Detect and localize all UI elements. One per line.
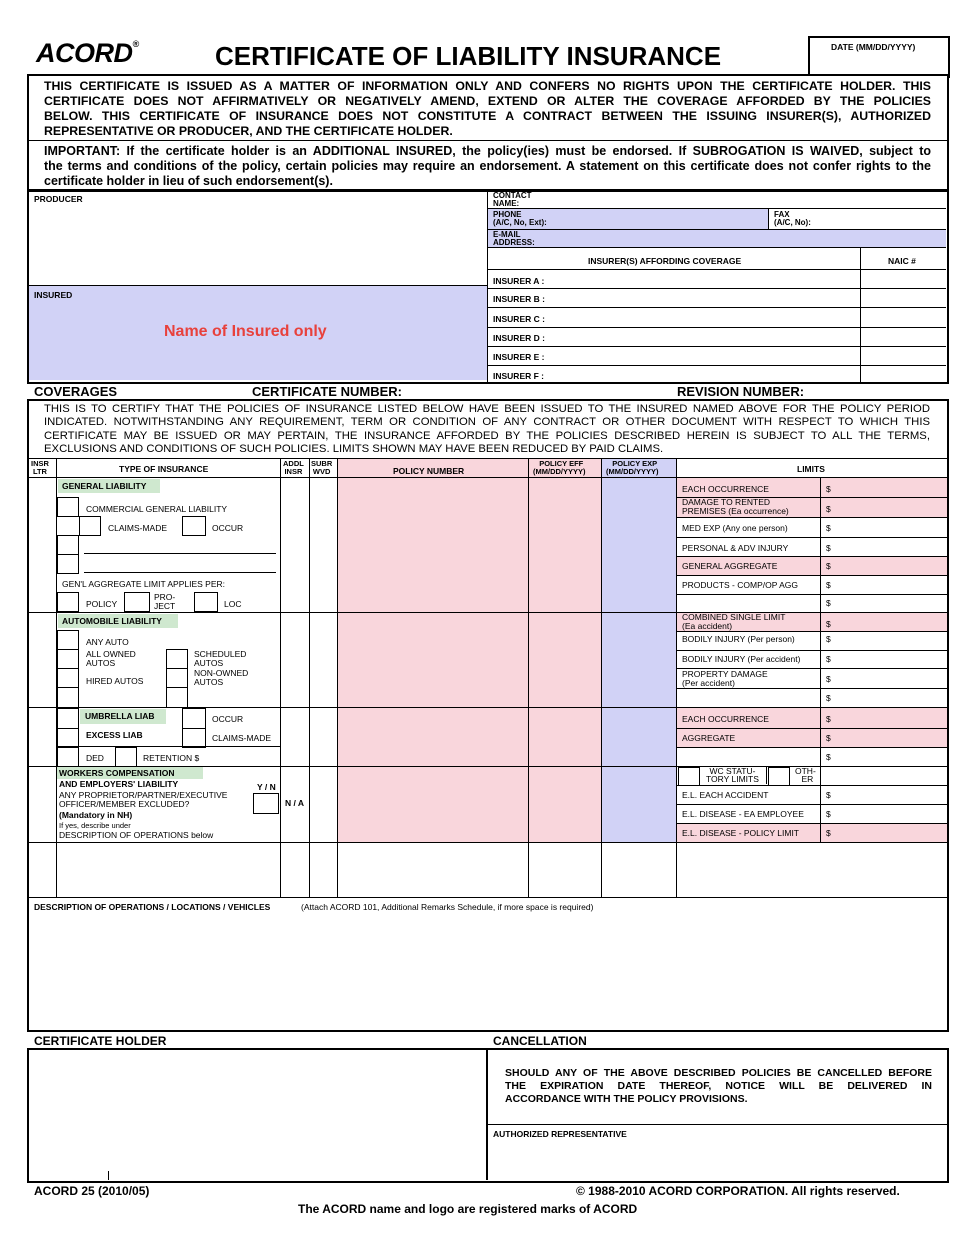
umb-limit-row: $	[826, 752, 831, 762]
insured-name: Name of Insured only	[164, 323, 327, 340]
notice-line: BELOW. THIS CERTIFICATE OF INSURANCE DOES NOT CONSTITUTE A CONTRACT BETWEEN THE ISSUING INSURER(S), AUTHORIZED	[44, 109, 931, 123]
insurer-c-label: INSURER C :	[493, 314, 545, 324]
col-addl-insr: ADDL INSR	[283, 459, 304, 476]
col-policy-number: POLICY NUMBER	[393, 466, 465, 476]
hired-autos-checkbox[interactable]	[57, 668, 79, 688]
umbrella-checkbox[interactable]	[57, 708, 79, 729]
important-text	[44, 144, 931, 189]
policy-label: POLICY	[86, 599, 118, 609]
auto-liability-heading: AUTOMOBILE LIABILITY	[58, 614, 178, 628]
claims-made-label: CLAIMS-MADE	[108, 523, 168, 533]
insured-label: INSURED	[34, 290, 73, 300]
insurer-f-label: INSURER F :	[493, 371, 544, 381]
officer-excluded-yn-field[interactable]	[253, 793, 279, 814]
umb-limit-row: AGGREGATE $	[677, 729, 947, 747]
scheduled-checkbox[interactable]	[166, 649, 188, 669]
gl-limit-row: MED EXP (Any one person) $	[682, 523, 831, 533]
col-policy-exp: POLICY EXP (MM/DD/YYYY)	[606, 459, 659, 476]
notice-text	[44, 79, 931, 139]
acord-logo	[36, 40, 139, 67]
ded-label: DED	[86, 753, 104, 763]
if-yes-label: If yes, describe under	[59, 821, 131, 830]
notice-line: THIS CERTIFICATE IS ISSUED AS A MATTER OF INFORMATION ONLY AND CONFERS NO RIGHTS UPON THE CERTIFICATE HOLDER. THIS	[44, 79, 931, 93]
loc-checkbox[interactable]	[194, 592, 218, 612]
workers-comp-heading: WORKERS COMPENSATION	[57, 767, 203, 779]
gl-limit-row: PERSONAL & ADV INJURY $	[682, 543, 831, 553]
date-field[interactable]	[808, 36, 950, 78]
retention-checkbox[interactable]	[115, 747, 137, 767]
col-subr-wvd: SUBR WVD	[311, 459, 333, 476]
auto-limit-row: BODILY INJURY (Per accident) $	[682, 654, 831, 664]
any-auto-checkbox[interactable]	[57, 630, 79, 650]
yn-label: Y / N	[257, 782, 276, 792]
cgl-label: COMMERCIAL GENERAL LIABILITY	[86, 504, 228, 514]
excess-checkbox[interactable]	[57, 728, 79, 748]
policy-eff-column[interactable]	[529, 459, 601, 842]
description-note: (Attach ACORD 101, Additional Remarks Schedule, if more space is required)	[301, 902, 594, 912]
na-label: N / A	[285, 798, 305, 808]
wc-limit-row: E.L. DISEASE - EA EMPLOYEE $	[682, 809, 831, 819]
cancellation-line: THE EXPIRATION DATE THEREOF, NOTICE WILL BE DELIVERED IN	[505, 1080, 932, 1092]
certificate-holder-field[interactable]	[29, 1050, 485, 1179]
insurers-header: INSURER(S) AFFORDING COVERAGE	[588, 256, 742, 266]
description-below-label: DESCRIPTION OF OPERATIONS below	[59, 830, 214, 840]
gl-limit-row: $	[826, 598, 831, 608]
gl-limit-row: DAMAGE TO RENTED PREMISES (Ea occurrence) $	[677, 498, 947, 517]
email-field[interactable]	[488, 230, 946, 247]
general-liability-heading: GENERAL LIABILITY	[58, 479, 160, 493]
umb-claims-made-checkbox[interactable]	[182, 728, 206, 748]
policy-number-column[interactable]	[338, 459, 528, 842]
wc-limit-row: E.L. EACH ACCIDENT $	[682, 790, 831, 800]
retention-label: RETENTION $	[143, 753, 200, 763]
important-line: the terms and conditions of the policy, certain policies may require an endorsement. A statement on this certificate does not confer rights to the	[44, 159, 931, 173]
employers-liability-label: AND EMPLOYERS' LIABILITY	[59, 779, 179, 789]
auto-limit-row: PROPERTY DAMAGE (Per accident) $	[682, 669, 831, 688]
authorized-rep-field[interactable]	[489, 1140, 945, 1178]
copyright: © 1988-2010 ACORD CORPORATION. All rights reserved.	[576, 1184, 900, 1198]
cancellation-line: SHOULD ANY OF THE ABOVE DESCRIBED POLICIES BE CANCELLED BEFORE	[505, 1067, 932, 1079]
form-number: ACORD 25 (2010/05)	[34, 1184, 150, 1198]
auto-limit-row: $	[826, 693, 831, 703]
wc-statutory-label: WC STATU- TORY LIMITS	[706, 766, 759, 784]
officer-excluded-label: OFFICER/MEMBER EXCLUDED?	[59, 799, 190, 809]
col-insr-ltr: INSR LTR	[31, 459, 49, 476]
coverages-text	[44, 403, 930, 456]
project-label: PRO- JECT	[154, 592, 176, 611]
date-label: DATE (MM/DD/YYYY)	[831, 42, 916, 52]
scheduled-label: SCHEDULED AUTOS	[194, 649, 247, 668]
umb-limit-row: EACH OCCURRENCE $	[677, 708, 947, 728]
hired-autos-label: HIRED AUTOS	[86, 676, 144, 686]
insurer-d-label: INSURER D :	[493, 333, 545, 343]
description-label: DESCRIPTION OF OPERATIONS / LOCATIONS / VEHICLES	[34, 902, 271, 912]
any-auto-label: ANY AUTO	[86, 637, 129, 647]
project-checkbox[interactable]	[124, 592, 150, 612]
fax-label: FAX (A/C, No):	[774, 210, 811, 227]
cgl-checkbox[interactable]	[57, 497, 79, 517]
umbrella-heading: UMBRELLA LIAB	[80, 709, 166, 724]
excess-label: EXCESS LIAB	[86, 730, 143, 740]
cancellation-text	[505, 1067, 932, 1106]
auto-blank-checkbox-2[interactable]	[166, 687, 188, 708]
mandatory-nh-label: (Mandatory in NH)	[59, 810, 133, 820]
gl-limit-row: EACH OCCURRENCE $	[677, 478, 947, 497]
coverages-line: EXCLUSIONS AND CONDITIONS OF SUCH POLICIES. LIMITS SHOWN MAY HAVE BEEN REDUCED BY PAID CLAIMS.	[44, 442, 664, 455]
contact-name-label: CONTACT NAME:	[493, 191, 532, 208]
notice-line: CERTIFICATE DOES NOT AFFIRMATIVELY OR NEGATIVELY AMEND, EXTEND OR ALTER THE COVERAGE AFFORDED BY THE POLICIES	[44, 94, 931, 108]
email-label: E-MAIL ADDRESS:	[493, 230, 535, 247]
cancellation-line: ACCORDANCE WITH THE POLICY PROVISIONS.	[505, 1093, 748, 1105]
revision-number-label: REVISION NUMBER:	[677, 384, 805, 399]
coverages-label: COVERAGES	[34, 384, 118, 399]
wc-statutory-checkbox[interactable]	[678, 767, 700, 786]
proprietor-label: ANY PROPRIETOR/PARTNER/EXECUTIVE	[59, 790, 228, 800]
cancellation-label: CANCELLATION	[493, 1034, 587, 1048]
col-policy-eff: POLICY EFF (MM/DD/YYYY)	[533, 459, 586, 476]
producer-label: PRODUCER	[34, 194, 83, 204]
gl-blank-checkbox-2[interactable]	[57, 554, 79, 574]
col-type-of-insurance: TYPE OF INSURANCE	[119, 464, 209, 474]
col-limits: LIMITS	[797, 464, 825, 474]
all-owned-checkbox[interactable]	[57, 649, 79, 669]
gl-blank-checkbox-1[interactable]	[57, 535, 79, 555]
umb-occur-label: OCCUR	[212, 714, 244, 724]
producer-field[interactable]	[29, 206, 486, 284]
gl-limit-row: GENERAL AGGREGATE $	[677, 557, 947, 576]
umb-occur-checkbox[interactable]	[182, 708, 206, 729]
ded-checkbox[interactable]	[57, 747, 79, 767]
coverages-line: THIS IS TO CERTIFY THAT THE POLICIES OF INSURANCE LISTED BELOW HAVE BEEN ISSUED TO THE INSURED NAMED ABOVE FOR THE POLICY PERIOD	[44, 403, 930, 415]
insurer-e-label: INSURER E :	[493, 352, 545, 362]
auto-limit-row: BODILY INJURY (Per person) $	[682, 634, 831, 644]
insurer-b-label: INSURER B :	[493, 294, 545, 304]
registered-mark: ®	[132, 39, 139, 49]
description-field[interactable]	[29, 914, 945, 1026]
claims-made-checkbox[interactable]	[79, 516, 101, 536]
coverages-line: INDICATED. NOTWITHSTANDING ANY REQUIREMENT, TERM OR CONDITION OF ANY CONTRACT OR OTHER DOCUMENT WITH RESPECT TO WHICH THIS	[44, 416, 930, 429]
coverages-line: CERTIFICATE MAY BE ISSUED OR MAY PERTAIN, THE INSURANCE AFFORDED BY THE POLICIES DESCRIBED HEREIN IS SUBJECT TO ALL THE TERMS,	[44, 429, 930, 442]
naic-header: NAIC #	[888, 256, 916, 266]
occur-checkbox[interactable]	[182, 516, 206, 536]
important-line: IMPORTANT: If the certificate holder is an ADDITIONAL INSURED, the policy(ies) must be endorsed. If SUBROGATION IS WAIVED, subject to	[44, 144, 931, 158]
non-owned-checkbox[interactable]	[166, 668, 188, 688]
insurer-a-label: INSURER A :	[493, 276, 545, 286]
auto-blank-checkbox-1[interactable]	[57, 687, 79, 708]
loc-label: LOC	[224, 599, 242, 609]
wc-other-label: OTH- ER	[795, 766, 816, 784]
policy-exp-column[interactable]	[602, 459, 676, 842]
wc-limit-row: E.L. DISEASE - POLICY LIMIT $	[677, 824, 947, 842]
authorized-rep-label: AUTHORIZED REPRESENTATIVE	[493, 1129, 627, 1139]
all-owned-label: ALL OWNED AUTOS	[86, 649, 136, 668]
acord-logo-text: ACORD	[36, 38, 133, 68]
occur-label: OCCUR	[212, 523, 244, 533]
policy-checkbox[interactable]	[57, 592, 79, 612]
gl-limit-row: PRODUCTS - COMP/OP AGG $	[682, 580, 831, 590]
umb-claims-made-label: CLAIMS-MADE	[212, 733, 272, 743]
wc-other-checkbox[interactable]	[768, 767, 790, 786]
aggregate-applies-label: GEN'L AGGREGATE LIMIT APPLIES PER:	[62, 579, 226, 589]
trademark-notice: The ACORD name and logo are registered marks of ACORD	[298, 1202, 638, 1216]
non-owned-label: NON-OWNED AUTOS	[194, 668, 249, 687]
important-line: certificate holder in lieu of such endorsement(s).	[44, 174, 333, 188]
page-title: CERTIFICATE OF LIABILITY INSURANCE	[215, 41, 722, 71]
auto-limit-row: COMBINED SINGLE LIMIT (Ea accident) $	[677, 613, 947, 631]
certificate-number-label: CERTIFICATE NUMBER:	[252, 384, 402, 399]
phone-label: PHONE (A/C, No, Ext):	[493, 210, 547, 227]
certificate-holder-label: CERTIFICATE HOLDER	[34, 1034, 167, 1048]
notice-line: REPRESENTATIVE OR PRODUCER, AND THE CERTIFICATE HOLDER.	[44, 124, 453, 138]
